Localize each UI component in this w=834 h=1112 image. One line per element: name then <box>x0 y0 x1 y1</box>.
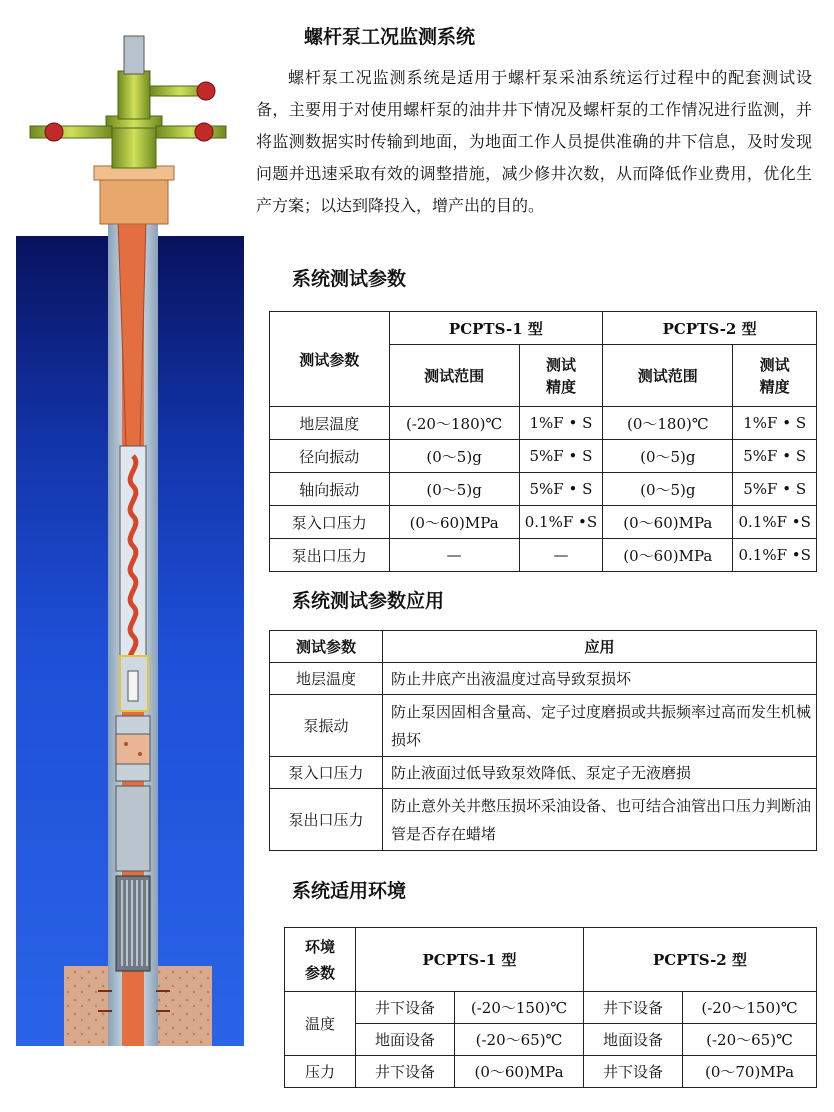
table-header: 测试参数 <box>270 312 390 407</box>
table-header: 环境 参数 <box>285 928 356 992</box>
params-table <box>269 311 817 572</box>
table-header: PCPTS-1 型 <box>389 312 603 345</box>
pump-stator <box>120 446 146 661</box>
table-row: 压力 井下设备 (0～60)MPa 井下设备 (0～70)MPa <box>285 1056 817 1088</box>
motor-section <box>116 786 150 871</box>
table-header: PCPTS-1 型 <box>356 928 584 992</box>
table-header: 测试参数 <box>270 631 383 663</box>
table-header: 测试 精度 <box>733 345 817 407</box>
valve-icon <box>45 123 63 141</box>
table-header: PCPTS-2 型 <box>584 928 817 992</box>
wellhead-base <box>100 176 168 224</box>
section-heading-env: 系统适用环境 <box>292 880 407 902</box>
table-row: 泵振动 防止泵因固相含量高、定子过度磨损或共振频率过高而发生机械损坏 <box>270 695 817 757</box>
table-row: 轴向振动 (0～5)g 5%F • S (0～5)g 5%F • S <box>270 473 817 506</box>
table-header: 测试 精度 <box>519 345 603 407</box>
intro-paragraph: 螺杆泵工况监测系统是适用于螺杆泵采油系统运行过程中的配套测试设备，主要用于对使用螺杆泵的油井井下情况及螺杆泵的工作情况进行监测，并将监测数据实时传输到地面，为地面工作人员提供准确的井下信息，及时发现问题并迅速采取有效的调整措施，减少修井次数，从而降低作业费用，优化生产方案；以达到降投入，增产出的目的。 <box>256 68 812 215</box>
table-row: 泵出口压力 防止意外关井憋压损坏采油设备、也可结合油管出口压力判断油管是否存在蜡堵 <box>270 789 817 851</box>
wellhead-tree <box>112 126 156 168</box>
table-row: 温度 井下设备 (-20～150)℃ 井下设备 (-20～150)℃ <box>285 992 817 1024</box>
section-heading-params: 系统测试参数 <box>292 268 407 290</box>
table-row: 地面设备 (-20～65)℃ 地面设备 (-20～65)℃ <box>285 1024 817 1056</box>
table-row: 径向振动 (0～5)g 5%F • S (0～5)g 5%F • S <box>270 440 817 473</box>
valve-icon <box>195 123 213 141</box>
apps-table <box>269 630 817 851</box>
table-header: PCPTS-2 型 <box>603 312 817 345</box>
table-header: 测试范围 <box>389 345 519 407</box>
table-row: 地层温度 (-20～180)℃ 1%F • S (0～180)℃ 1%F • S <box>270 407 817 440</box>
table-header: 应用 <box>383 631 817 663</box>
section-heading-apps: 系统测试参数应用 <box>292 590 445 612</box>
screen-section <box>116 876 150 971</box>
page-title: 螺杆泵工况监测系统 <box>304 26 476 48</box>
table-row: 地层温度 防止井底产出液温度过高导致泵损坏 <box>270 663 817 695</box>
table-row: 泵入口压力 防止液面过低导致泵效降低、泵定子无液磨损 <box>270 757 817 789</box>
env-table <box>284 927 817 1088</box>
well-illustration <box>16 16 244 1046</box>
table-row: 泵入口压力 (0～60)MPa 0.1%F •S (0～60)MPa 0.1%F •S <box>270 506 817 539</box>
valve-icon <box>197 82 215 100</box>
table-header: 测试范围 <box>603 345 733 407</box>
table-row: 泵出口压力 — — (0～60)MPa 0.1%F •S <box>270 539 817 572</box>
